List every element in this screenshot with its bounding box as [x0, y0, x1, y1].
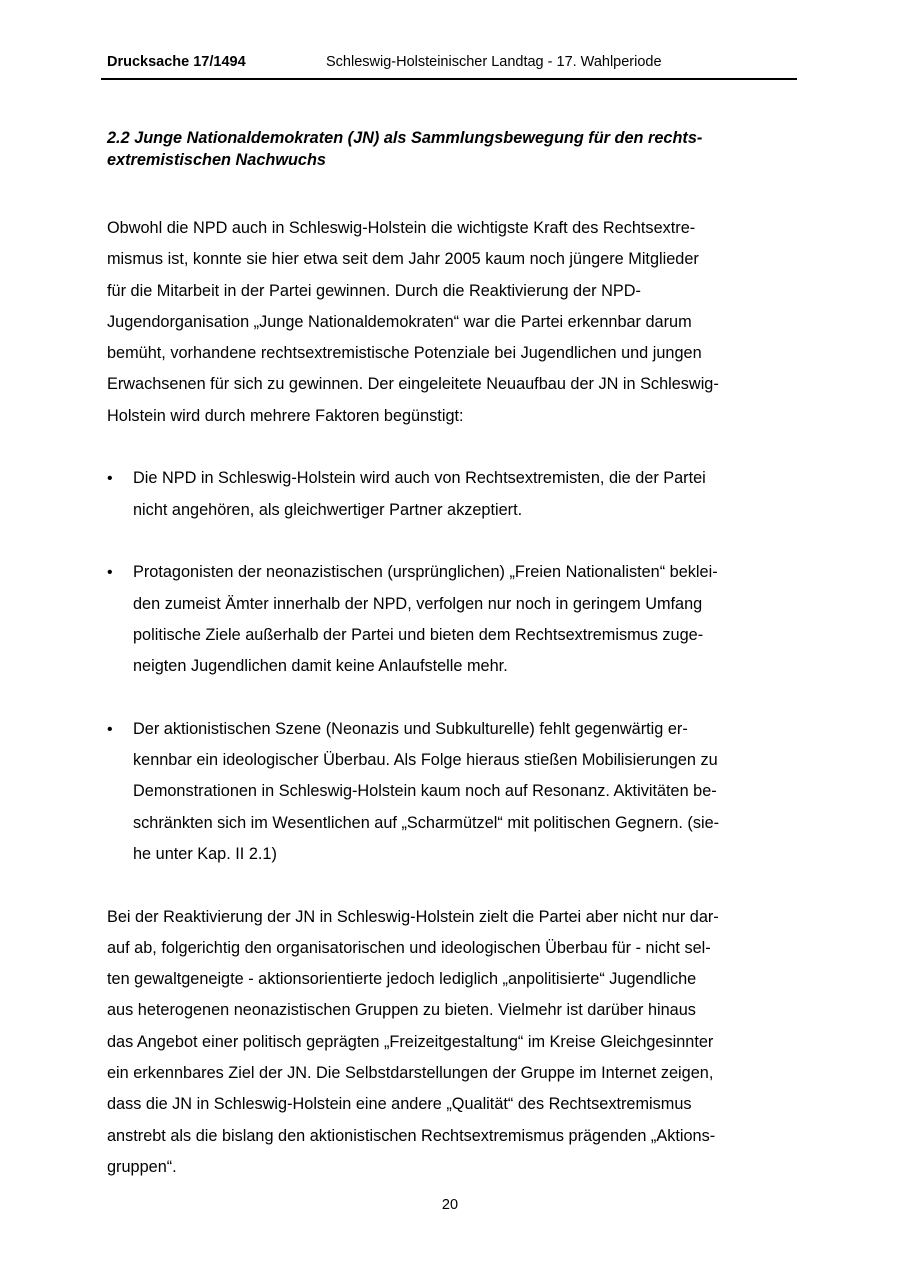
text-line: politische Ziele außerhalb der Partei und bieten dem Rechtsextremismus zuge-: [133, 625, 704, 644]
running-header: [101, 54, 797, 80]
section-heading: [107, 127, 797, 171]
text-line: nicht angehören, als gleichwertiger Partner akzeptiert.: [133, 500, 523, 519]
section-heading-line: extremistischen Nachwuchs: [107, 151, 326, 169]
blank-line: [107, 682, 789, 713]
text-line: bemüht, vorhandene rechtsextremistische Potenziale bei Jugendlichen und jungen: [107, 344, 702, 363]
text-line: für die Mitarbeit in der Partei gewinnen. Durch die Reaktivierung der NPD-: [107, 281, 641, 300]
text-line: den zumeist Ämter innerhalb der NPD, verfolgen nur noch in geringem Umfang: [133, 594, 703, 613]
text-line: Demonstrationen in Schleswig-Holstein kaum noch auf Resonanz. Aktivitäten be-: [133, 782, 717, 801]
text-line: ten gewaltgeneigte - aktionsorientierte jedoch lediglich „anpolitisierte“ Jugendliche: [107, 970, 697, 989]
bullet-item: [107, 714, 789, 870]
text-line: schränkten sich im Wesentlichen auf „Scharmützel“ mit politischen Gegnern. (sie-: [133, 813, 720, 832]
section-heading-line: 2.2 Junge Nationaldemokraten (JN) als Sammlungsbewegung für den rechts-: [107, 129, 703, 147]
blank-line: [107, 526, 789, 557]
text-line: neigten Jugendlichen damit keine Anlaufstelle mehr.: [133, 657, 508, 676]
paragraph-conclusion: [107, 902, 789, 1184]
parliament-title: Schleswig-Holsteinischer Landtag - 17. Wahlperiode: [326, 54, 662, 70]
text-line: Erwachsenen für sich zu gewinnen. Der eingeleitete Neuaufbau der JN in Schleswig-: [107, 375, 719, 394]
text-line: Protagonisten der neonazistischen (ursprünglichen) „Freien Nationalisten“ beklei-: [133, 563, 718, 582]
bullet-symbol: •: [107, 564, 113, 582]
document-number: Drucksache 17/1494: [107, 54, 246, 70]
text-line: Holstein wird durch mehrere Faktoren begünstigt:: [107, 406, 464, 425]
text-line: anstrebt als die bislang den aktionistischen Rechtsextremismus prägenden „Aktions-: [107, 1126, 716, 1145]
bullet-item: [107, 557, 789, 682]
text-line: gruppen“.: [107, 1157, 177, 1176]
bullet-symbol: •: [107, 720, 113, 738]
text-line: Die NPD in Schleswig-Holstein wird auch von Rechtsextremisten, die der Partei: [133, 469, 706, 488]
text-line: auf ab, folgerichtig den organisatorischen und ideologischen Überbau für - nicht sel-: [107, 938, 711, 957]
blank-line: [107, 870, 789, 901]
text-line: Bei der Reaktivierung der JN in Schleswig-Holstein zielt die Partei aber nicht nur dar-: [107, 907, 719, 926]
page-number: 20: [441, 1197, 459, 1213]
text-line: das Angebot einer politisch geprägten „Freizeitgestaltung“ im Kreise Gleichgesinnter: [107, 1032, 714, 1051]
text-line: kennbar ein ideologischer Überbau. Als Folge hieraus stießen Mobilisierungen zu: [133, 751, 718, 770]
text-line: Jugendorganisation „Junge Nationaldemokraten“ war die Partei erkennbar darum: [107, 312, 692, 331]
body-text: [107, 213, 789, 1183]
text-line: mismus ist, konnte sie hier etwa seit dem Jahr 2005 kaum noch jüngere Mitglieder: [107, 250, 699, 269]
text-line: ein erkennbares Ziel der JN. Die Selbstdarstellungen der Gruppe im Internet zeigen,: [107, 1064, 714, 1083]
text-line: Der aktionistischen Szene (Neonazis und Subkulturelle) fehlt gegenwärtig er-: [133, 719, 688, 738]
text-line: aus heterogenen neonazistischen Gruppen zu bieten. Vielmehr ist darüber hinaus: [107, 1001, 696, 1020]
text-line: he unter Kap. II 2.1): [133, 844, 277, 863]
blank-line: [107, 432, 789, 463]
text-line: Obwohl die NPD auch in Schleswig-Holstein die wichtigste Kraft des Rechtsextre-: [107, 219, 696, 237]
text-line: dass die JN in Schleswig-Holstein eine andere „Qualität“ des Rechtsextremismus: [107, 1095, 692, 1114]
bullet-item: [107, 463, 789, 526]
paragraph-intro: [107, 213, 789, 432]
bullet-symbol: •: [107, 470, 113, 488]
